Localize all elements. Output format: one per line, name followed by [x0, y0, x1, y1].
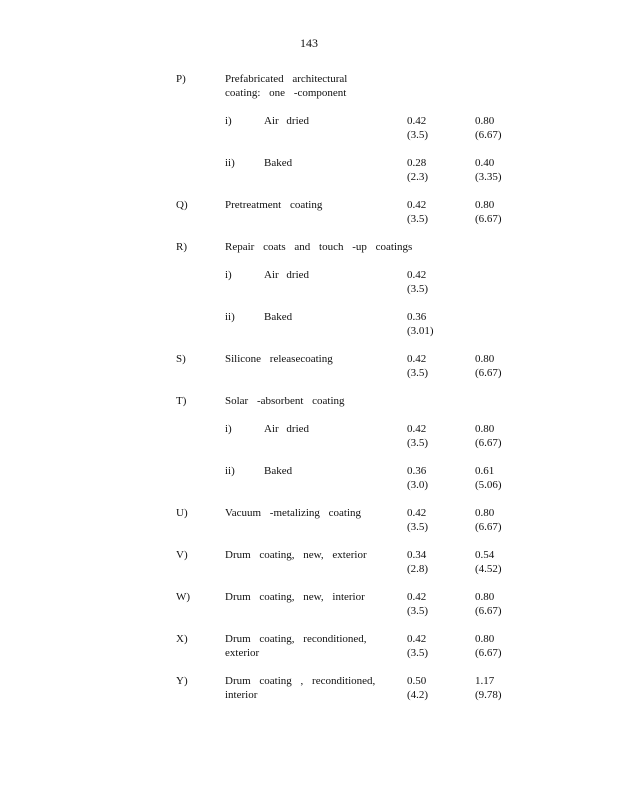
value: 0.80	[475, 353, 495, 365]
description-line: interior	[225, 689, 258, 701]
value: 0.40	[475, 157, 495, 169]
value: 0.42	[407, 507, 427, 519]
value-converted: (2.8)	[407, 563, 429, 575]
value-converted: (4.52)	[475, 563, 502, 575]
subentry-label: Air dried	[264, 269, 310, 281]
value-converted: (3.01)	[407, 325, 434, 337]
value-column-1	[407, 198, 428, 226]
value-converted: (6.67)	[475, 605, 502, 617]
subentry-p-ii	[0, 156, 618, 198]
value-converted: (3.5)	[407, 437, 429, 449]
entry-x	[0, 632, 618, 674]
value: 0.80	[475, 423, 495, 435]
entry-description	[225, 72, 395, 100]
value-column-1	[407, 114, 428, 142]
value-converted: (3.5)	[407, 213, 429, 225]
value-converted: (9.78)	[475, 689, 502, 701]
entry-letter: R)	[176, 241, 187, 253]
entry-letter: P)	[176, 73, 186, 85]
value: 0.80	[475, 199, 495, 211]
value-converted: (4.2)	[407, 689, 429, 701]
value-column-2	[475, 198, 502, 226]
value: 0.61	[475, 465, 495, 477]
entry-v	[0, 548, 618, 590]
value-converted: (3.5)	[407, 367, 429, 379]
entry-letter: Q)	[176, 199, 188, 211]
subentry-numeral: ii)	[225, 311, 235, 323]
value-converted: (3.5)	[407, 283, 429, 295]
value: 0.42	[407, 591, 427, 603]
subentry-t-i	[0, 422, 618, 464]
value: 0.34	[407, 549, 427, 561]
value-column-2	[475, 156, 502, 184]
value-converted: (3.5)	[407, 129, 429, 141]
value-converted: (6.67)	[475, 367, 502, 379]
subentry-numeral: i)	[225, 269, 232, 281]
subentry-numeral: ii)	[225, 465, 235, 477]
entry-w	[0, 590, 618, 632]
subentry-label: Air dried	[264, 115, 310, 127]
subentry-p-i	[0, 114, 618, 156]
entry-description: Vacuum -metalizing coating	[225, 507, 362, 519]
value: 0.80	[475, 115, 495, 127]
subentry-numeral: i)	[225, 115, 232, 127]
value: 0.42	[407, 353, 427, 365]
value-converted: (3.0)	[407, 479, 429, 491]
entry-p	[0, 72, 618, 114]
value-column-2	[475, 506, 502, 534]
value: 0.28	[407, 157, 427, 169]
page-number: 143	[300, 36, 318, 50]
value-converted: (3.5)	[407, 521, 429, 533]
value: 0.42	[407, 199, 427, 211]
entry-letter: U)	[176, 507, 188, 519]
value: 1.17	[475, 675, 495, 687]
value: 0.42	[407, 423, 427, 435]
value-converted: (6.67)	[475, 647, 502, 659]
value-column-2	[475, 548, 502, 576]
description-line: Drum coating , reconditioned,	[225, 675, 376, 687]
value: 0.36	[407, 311, 427, 323]
subentry-label: Air dried	[264, 423, 310, 435]
subentry-r-i	[0, 268, 618, 310]
value-column-2	[475, 114, 502, 142]
value-converted: (3.5)	[407, 647, 429, 659]
value-column-1	[407, 310, 434, 338]
entry-description: Solar -absorbent coating	[225, 395, 345, 407]
value-column-1	[407, 548, 428, 576]
value-column-2	[475, 422, 502, 450]
value-column-1	[407, 590, 428, 618]
value-column-1	[407, 156, 428, 184]
value-column-2	[475, 590, 502, 618]
value: 0.42	[407, 633, 427, 645]
subentry-t-ii	[0, 464, 618, 506]
subentry-numeral: ii)	[225, 157, 235, 169]
entry-letter: S)	[176, 353, 186, 365]
value-converted: (6.67)	[475, 213, 502, 225]
value-column-2	[475, 632, 502, 660]
value: 0.42	[407, 115, 427, 127]
value-column-2	[475, 352, 502, 380]
entry-t	[0, 394, 618, 422]
entry-description: Drum coating, new, exterior	[225, 549, 367, 561]
value-column-1	[407, 674, 428, 702]
subentry-label: Baked	[264, 157, 293, 169]
description-line: exterior	[225, 647, 260, 659]
description-line: Prefabricated architectural	[225, 73, 348, 85]
value: 0.50	[407, 675, 427, 687]
entry-letter: X)	[176, 633, 188, 645]
value: 0.36	[407, 465, 427, 477]
value-column-2	[475, 464, 502, 492]
coating-entries	[0, 72, 618, 716]
value-column-1	[407, 632, 428, 660]
entry-letter: T)	[176, 395, 187, 407]
entry-description: Pretreatment coating	[225, 199, 323, 211]
subentry-numeral: i)	[225, 423, 232, 435]
entry-q	[0, 198, 618, 240]
value: 0.54	[475, 549, 495, 561]
value: 0.80	[475, 591, 495, 603]
value-column-1	[407, 352, 428, 380]
subentry-label: Baked	[264, 311, 293, 323]
value-converted: (6.67)	[475, 129, 502, 141]
description-line: coating: one -component	[225, 87, 347, 99]
entry-y	[0, 674, 618, 716]
subentry-label: Baked	[264, 465, 293, 477]
value-column-1	[407, 464, 428, 492]
entry-description	[225, 632, 395, 660]
value-column-1	[407, 506, 428, 534]
value-column-1	[407, 268, 428, 296]
value-column-1	[407, 422, 428, 450]
entry-letter: W)	[176, 591, 191, 603]
entry-letter: Y)	[176, 675, 188, 687]
value-converted: (6.67)	[475, 437, 502, 449]
entry-letter: V)	[176, 549, 188, 561]
entry-description: Repair coats and touch -up coatings	[225, 241, 413, 253]
value-converted: (5.06)	[475, 479, 502, 491]
value-converted: (2.3)	[407, 171, 429, 183]
entry-r	[0, 240, 618, 268]
entry-u	[0, 506, 618, 548]
value: 0.80	[475, 633, 495, 645]
entry-description: Silicone releasecoating	[225, 353, 333, 365]
description-line: Drum coating, reconditioned,	[225, 633, 367, 645]
entry-description	[225, 674, 395, 702]
value-converted: (3.35)	[475, 171, 502, 183]
entry-description: Drum coating, new, interior	[225, 591, 365, 603]
subentry-r-ii	[0, 310, 618, 352]
value-converted: (3.5)	[407, 605, 429, 617]
value-column-2	[475, 674, 502, 702]
value-converted: (6.67)	[475, 521, 502, 533]
entry-s	[0, 352, 618, 394]
value: 0.42	[407, 269, 427, 281]
value: 0.80	[475, 507, 495, 519]
